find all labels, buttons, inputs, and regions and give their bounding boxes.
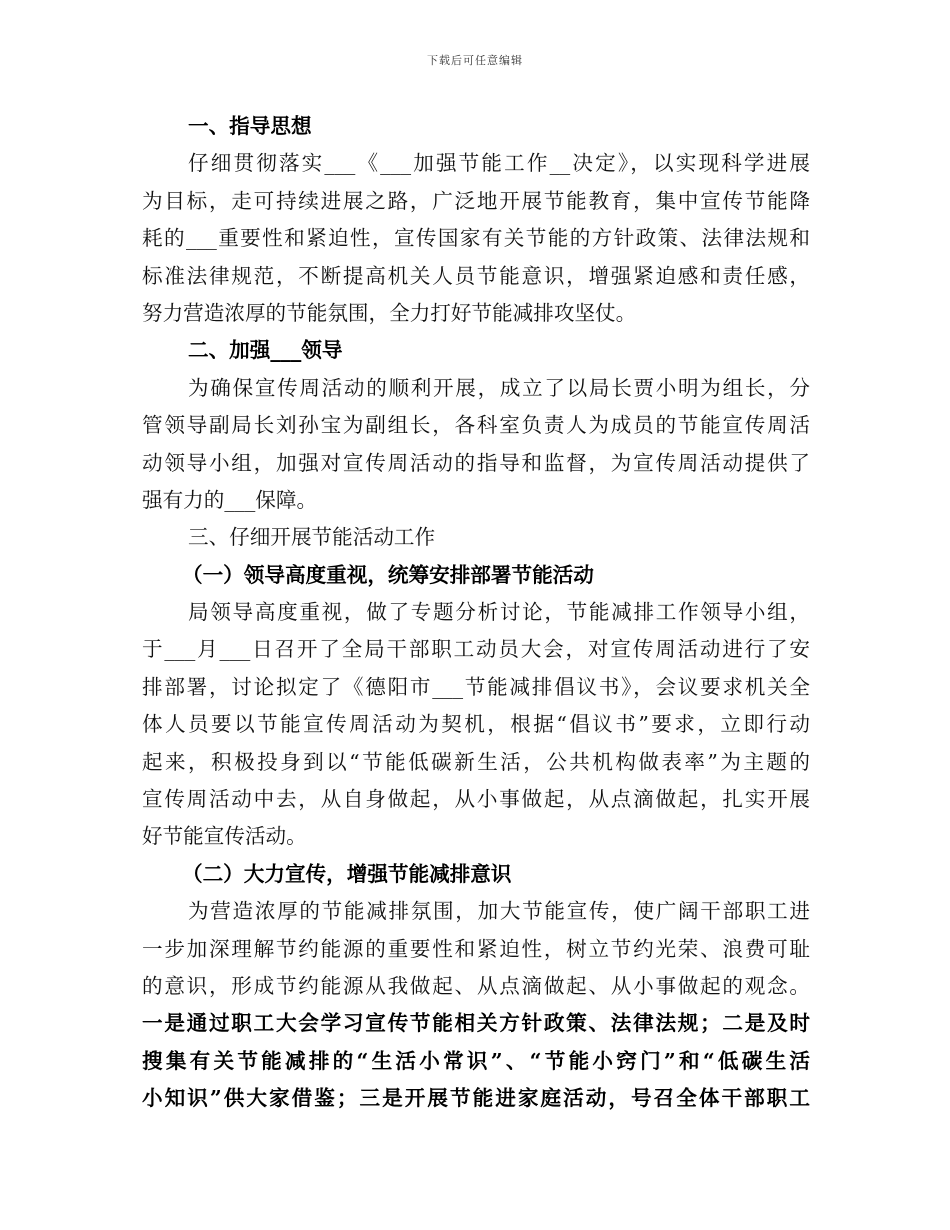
paragraph-line: 耗的___重要性和紧迫性，宣传国家有关节能的方针政策、法律法规和 [142,226,810,251]
paragraph-line: 动领导小组，加强对宣传周活动的指导和监督，为宣传周活动提供了 [142,450,810,475]
paragraph-line: 于___月___日召开了全局干部职工动员大会，对宣传周活动进行了安 [142,637,810,662]
paragraph-line: 好节能宣传活动。 [142,824,307,849]
paragraph-line: 的意识，形成节约能源从我做起、从点滴做起、从小事做起的观念。 [142,973,810,998]
page-header: 下载后可任意编辑 [427,54,523,67]
subsection-heading: （二）大力宣传，增强节能减排意识 [182,861,512,886]
document-body [142,108,810,1118]
paragraph-line: 为确保宣传周活动的顺利开展，成立了以局长贾小明为组长，分 [188,375,810,400]
subsection-heading: （一）领导高度重视，统筹安排部署节能活动 [182,562,594,587]
paragraph-line: 为营造浓厚的节能减排氛围，加大节能宣传，使广阔干部职工进 [188,899,810,924]
paragraph-line-bold: 搜集有关节能减排的“生活小常识”、“节能小窍门”和“低碳生活 [142,1048,810,1073]
paragraph-line: 宣传周活动中去，从自身做起，从小事做起，从点滴做起，扎实开展 [142,787,810,812]
paragraph-line: 排部署，讨论拟定了《德阳市___节能减排倡议书》，会议要求机关全 [142,674,810,699]
paragraph-line: 标准法律规范，不断提高机关人员节能意识，增强紧迫感和责任感， [142,263,810,288]
paragraph-line: 局领导高度重视，做了专题分析讨论，节能减排工作领导小组， [188,600,810,625]
paragraph-line-bold: 小知识”供大家借鉴；三是开展节能进家庭活动，号召全体干部职工 [142,1086,810,1111]
paragraph-line: 仔细贯彻落实___《___加强节能工作__决定》，以实现科学进展 [188,151,810,176]
paragraph-line: 一步加深理解节约能源的重要性和紧迫性，树立节约光荣、浪费可耻 [142,936,810,961]
paragraph-line: 为目标，走可持续进展之路，广泛地开展节能教育，集中宣传节能降 [142,188,810,213]
paragraph-line: 体人员要以节能宣传周活动为契机，根据“倡议书”要求，立即行动 [142,712,810,737]
paragraph-line: 强有力的___保障。 [142,487,318,512]
section-heading: 一、指导思想 [188,114,312,138]
paragraph-line: 努力营造浓厚的节能氛围，全力打好节能减排攻坚仗。 [142,300,637,325]
paragraph-line: 起来，积极投身到以“节能低碳新生活，公共机构做表率”为主题的 [142,749,810,774]
section-heading: 三、仔细开展节能活动工作 [188,525,436,550]
paragraph-line-bold: 一是通过职工大会学习宣传节能相关方针政策、法律法规；二是及时 [142,1011,810,1036]
section-heading: 二、加强___领导 [188,338,343,363]
paragraph-line: 管领导副局长刘孙宝为副组长，各科室负责人为成员的节能宣传周活 [142,413,810,438]
